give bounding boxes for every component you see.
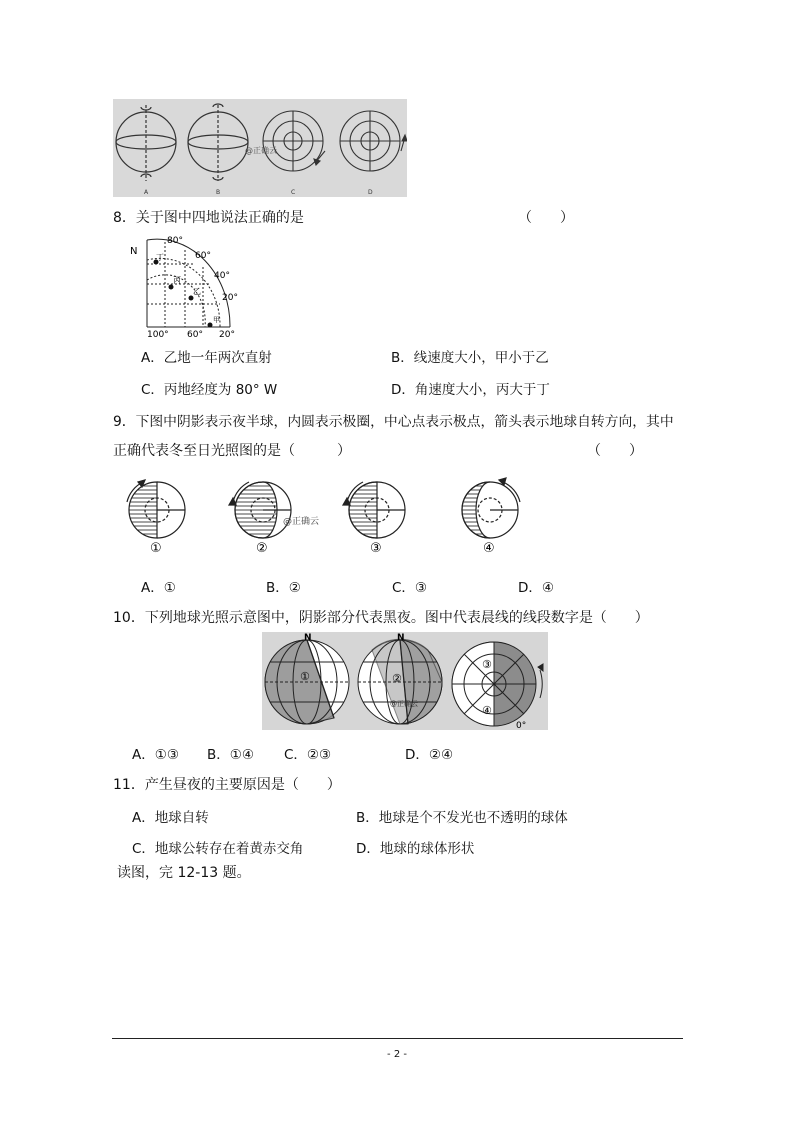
q9-label-2: ② [256,541,268,556]
q9-option-d[interactable]: D．④ [518,580,554,596]
q8-option-c[interactable]: C．丙地经度为 80° W [141,382,278,398]
q11-option-a[interactable]: A．地球自转 [132,810,209,826]
q9-watermark: @正确云 [283,517,320,527]
point-bing: 丙 [173,276,181,285]
top-figure-watermark: @正确云 [245,146,277,155]
polar-view-d [340,111,407,171]
q10-meridian-label: 0° [516,721,527,730]
q8-option-a[interactable]: A．乙地一年两次直射 [141,350,272,366]
q9-diagram-4 [462,478,520,538]
q10-north-1: N [304,633,312,643]
lat-label-80: 80° [167,236,183,246]
globe-b [188,104,248,181]
q8-stem: 8．关于图中四地说法正确的是 [113,210,304,226]
rotation-diagrams [113,99,407,197]
lat-label-40: 40° [214,271,230,281]
q9-stem-line1: 9．下图中阴影表示夜半球，内圆表示极圈，中心点表示极点，箭头表示地球自转方向，其中 [113,414,674,430]
q10-option-c[interactable]: C．②③ [284,747,332,763]
figure-label-a: A [144,189,149,196]
point-ding: 丁 [156,253,164,262]
q10-stem: 10．下列地球光照示意图中，阴影部分代表黑夜。图中代表晨线的线段数字是（ ） [113,610,649,626]
q9-option-c[interactable]: C．③ [392,580,428,596]
q9-option-a[interactable]: A．① [141,580,176,596]
lat-label-60: 60° [195,251,211,261]
q10-option-d[interactable]: D．②④ [405,747,454,763]
q10-segment-3: ③ [482,658,492,671]
page-number: - 2 - [387,1049,407,1060]
q11-option-d[interactable]: D．地球的球体形状 [356,841,475,857]
q10-watermark: @正确云 [390,700,418,708]
q9-option-b[interactable]: B．② [266,580,301,596]
q11-option-c[interactable]: C．地球公转存在着黄赤交角 [132,841,304,857]
q10-segment-2: ② [392,672,402,685]
q9-diagram-1 [127,480,185,538]
q9-figure [115,472,545,557]
lon-label-60: 60° [187,330,203,340]
q11-option-b[interactable]: B．地球是个不发光也不透明的球体 [356,810,568,826]
q9-stem-line2: 正确代表冬至日光照图的是（ ） [113,443,351,459]
north-label: N [130,246,138,257]
q9-diagram-2 [229,482,291,538]
q10-segment-4: ④ [482,704,492,717]
q9-label-4: ④ [483,541,495,556]
figure-label-b: B [216,189,221,196]
q8-option-b[interactable]: B．线速度大小，甲小于乙 [391,350,549,366]
figure-label-d: D [368,189,373,196]
point-yi: 乙 [193,287,201,296]
q9-answer-bracket[interactable]: （ ） [587,443,643,459]
footer-divider [112,1038,683,1039]
q8-answer-bracket[interactable]: （ ） [518,210,574,226]
q10-figure [262,632,548,730]
q9-diagram-3 [343,482,405,538]
q10-segment-1: ① [300,670,310,683]
lon-label-20: 20° [219,330,235,340]
lon-label-100: 100° [147,330,169,340]
q10-option-a[interactable]: A．①③ [132,747,179,763]
q8-option-d[interactable]: D．角速度大小，丙大于丁 [391,382,550,398]
globe-a [116,105,176,181]
polar-view-c [263,111,325,171]
rotation-figure [113,99,407,197]
point-jia: 甲 [213,316,220,324]
q9-label-1: ① [150,541,162,556]
q9-label-3: ③ [370,541,382,556]
q10-polar-view [452,642,543,726]
lat-label-20: 20° [222,293,238,303]
figure-label-c: C [291,189,296,196]
q11-stem: 11．产生昼夜的主要原因是（ ） [113,777,341,793]
q8-coordinate-figure [125,232,250,340]
q10-north-2: N [397,633,405,643]
q10-option-b[interactable]: B．①④ [207,747,254,763]
reading-instruction: 读图，完 12-13 题。 [117,865,251,881]
